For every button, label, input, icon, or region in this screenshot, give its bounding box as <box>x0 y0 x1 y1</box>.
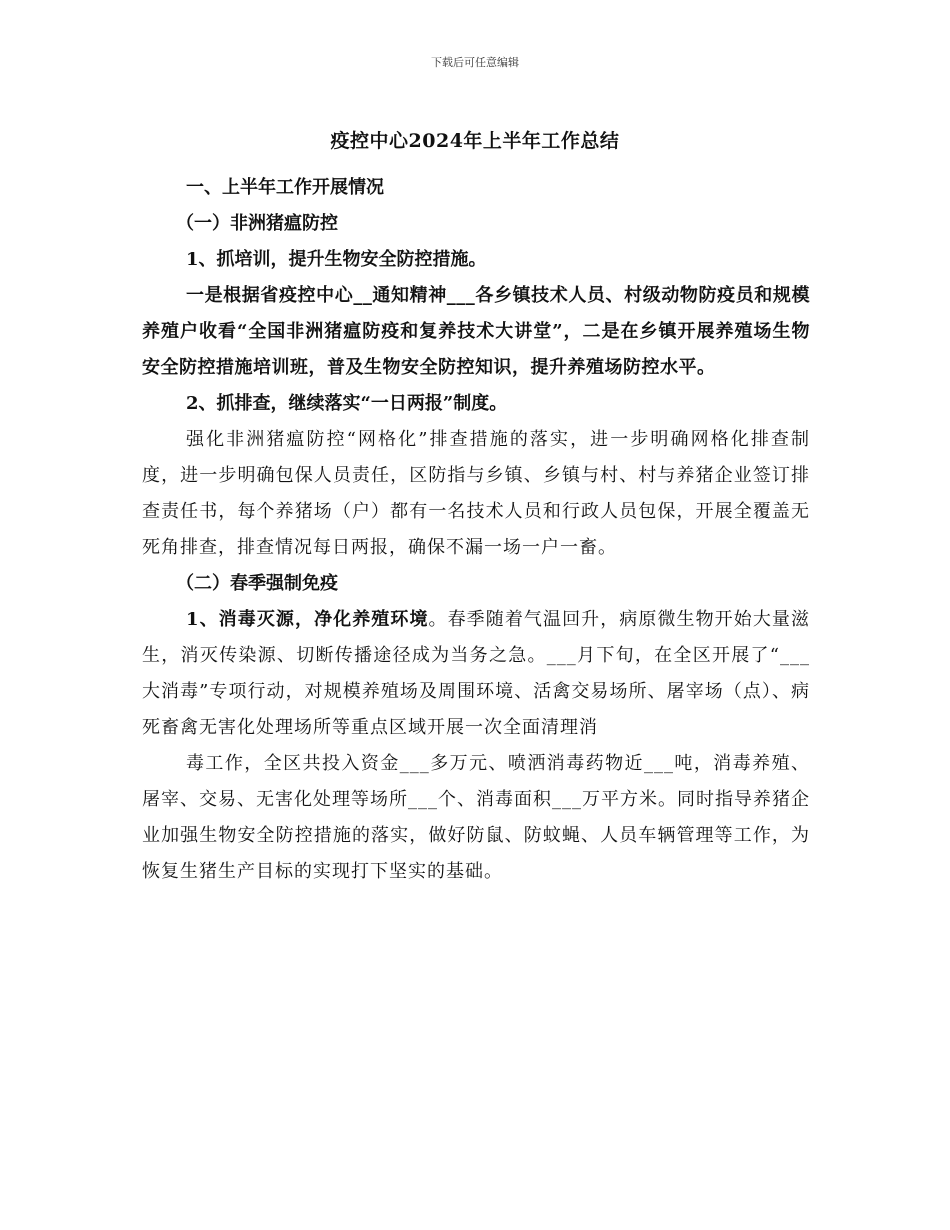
section-heading-1: 一、上半年工作开展情况 <box>186 177 384 198</box>
paragraph-disinfection <box>142 602 810 746</box>
paragraph-disinfection-text: 。春季随着气温回升，病原微生物开始大量滋生，消灭传染源、切断传播途径成为当务之急。___月下旬，在全区开展了“___大消毒”专项行动，对规模养殖场及周围环境、活禽交易场所、屠宰场（点）、病死畜禽无害化处理场所等重点区域开展一次全面清理消 <box>142 609 810 738</box>
header-note: 下载后可任意编辑 <box>431 56 519 69</box>
subsection-heading-african-swine-fever: （一）非洲猪瘟防控 <box>176 213 338 234</box>
paragraph-disinfection-continued: 毒工作，全区共投入资金___多万元、喷洒消毒药物近___吨，消毒养殖、屠宰、交易、无害化处理等场所___个、消毒面积___万平方米。同时指导养猪企业加强生物安全防控措施的落实，做好防鼠、防蚊蝇、人员车辆管理等工作，为恢复生猪生产目标的实现打下坚实的基础。 <box>142 753 810 882</box>
item-lead-disinfection: 1、消毒灭源，净化养殖环境 <box>186 609 429 630</box>
item-heading-inspection: 2、抓排查，继续落实“一日两报”制度。 <box>186 393 508 414</box>
document-title: 疫控中心2024年上半年工作总结 <box>330 130 620 152</box>
item-heading-training: 1、抓培训，提升生物安全防控措施。 <box>186 249 487 270</box>
document-body <box>142 170 810 890</box>
paragraph-training: 一是根据省疫控中心__通知精神___各乡镇技术人员、村级动物防疫员和规模养殖户收看“全国非洲猪瘟防疫和复养技术大讲堂”，二是在乡镇开展养殖场生物安全防控措施培训班，普及生物安全防控知识，提升养殖场防控水平。 <box>142 285 810 378</box>
paragraph-inspection: 强化非洲猪瘟防控“网格化”排查措施的落实，进一步明确网格化排查制度，进一步明确包保人员责任，区防指与乡镇、乡镇与村、村与养猪企业签订排查责任书，每个养猪场（户）都有一名技术人员和行政人员包保，开展全覆盖无死角排查，排查情况每日两报，确保不漏一场一户一畜。 <box>142 429 810 558</box>
subsection-heading-spring-immunization: （二）春季强制免疫 <box>176 573 338 594</box>
